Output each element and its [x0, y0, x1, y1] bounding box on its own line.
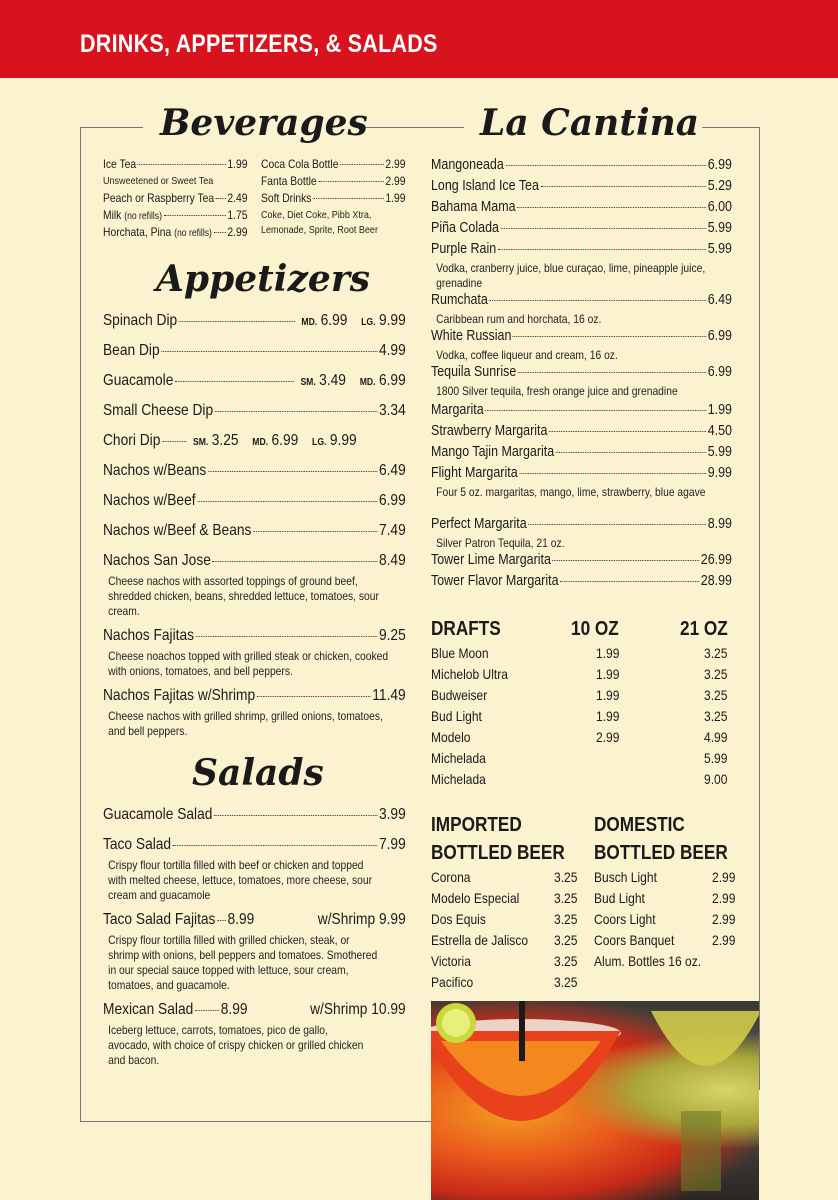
menu-item: [431, 220, 732, 241]
item-name: Peach or Raspberry Tea: [103, 191, 215, 205]
beverages-right: [261, 157, 406, 238]
beer-name: Modelo: [431, 728, 471, 745]
item-name: Strawberry Margarita: [431, 423, 548, 439]
item-price: 4.50: [707, 423, 732, 439]
dot-leader: [216, 198, 226, 199]
dot-leader: [161, 351, 377, 352]
beer-price: 3.25: [553, 931, 578, 948]
item-price: 6.99: [707, 157, 732, 173]
draft-row: [431, 663, 736, 684]
item-price: 8.99: [220, 1001, 248, 1018]
menu-item: [103, 462, 406, 492]
menu-item: [103, 522, 406, 552]
beer-price: 3.25: [553, 910, 578, 927]
price-21oz: 3.25: [704, 644, 728, 661]
item-name: Mexican Salad: [103, 1001, 194, 1018]
drafts-header: [431, 616, 736, 642]
price-10oz: 1.99: [596, 665, 620, 682]
item-description: Crispy flour tortilla filled with grilled chicken, steak, or shrimp with onions, bell peppers and tomatoes. Smothered in our special sauce topped with lettuce, sour cream, tomatoes, and guacamole.: [108, 933, 378, 992]
beer-name: Corona: [431, 868, 471, 885]
item-price: 7.99: [378, 836, 406, 853]
item-price: 7.49: [378, 522, 406, 539]
domestic-rows: [594, 866, 739, 950]
beer-price: 2.99: [711, 868, 736, 885]
item-name: Tower Lime Margarita: [431, 552, 551, 568]
item-price: 1.99: [227, 157, 248, 171]
dot-leader: [340, 164, 384, 165]
item-name: White Russian: [431, 328, 512, 344]
item-name: Chori Dip: [103, 432, 161, 449]
beer-name: Michelada: [431, 749, 486, 766]
dot-leader: [138, 164, 226, 165]
dot-leader: [549, 431, 706, 432]
item-price: 11.49: [372, 687, 406, 704]
dot-leader: [173, 845, 377, 846]
menu-item: [431, 157, 732, 178]
item-name: Tequila Sunrise: [431, 364, 517, 380]
beverage-item: [103, 157, 247, 174]
price-21oz: 3.25: [704, 665, 728, 682]
item-extra-price: w/Shrimp 10.99: [310, 1001, 406, 1018]
item-price: 2.99: [227, 225, 248, 239]
item-price: 6.00: [707, 199, 732, 215]
item-price: 1.75: [227, 208, 248, 222]
dot-leader: [164, 215, 226, 216]
menu-item: [431, 199, 732, 220]
item-name: Fanta Bottle: [261, 174, 317, 188]
dot-leader: [196, 636, 377, 637]
beer-name: Pacifico: [431, 973, 474, 990]
beer-name: Coors Banquet: [594, 931, 675, 948]
draft-row: [431, 747, 736, 768]
item-price: 1.99: [707, 402, 732, 418]
bottled-beer-row: [594, 908, 739, 929]
menu-item: [103, 372, 406, 402]
item-price: 3.49: [319, 372, 346, 389]
menu-item: [431, 552, 732, 573]
beer-price: 3.25: [553, 868, 578, 885]
item-description: Iceberg lettuce, carrots, tomatoes, pico de gallo, avocado, with choice of crispy chicken or grilled chicken and bacon.: [108, 1023, 364, 1067]
item-name: Perfect Margarita: [431, 516, 527, 532]
size-label: MD.: [252, 437, 269, 448]
item-name: Small Cheese Dip: [103, 402, 214, 419]
item-name: Purple Rain: [431, 241, 497, 257]
item-name: Mango Tajin Margarita: [431, 444, 555, 460]
page-title: DRINKS, APPETIZERS, & SALADS: [80, 30, 438, 58]
dot-leader: [519, 473, 706, 474]
menu-item: [103, 1001, 406, 1023]
dot-leader: [162, 441, 186, 442]
dot-leader: [513, 336, 706, 337]
margarita-photo: [431, 1001, 759, 1200]
item-price: 8.99: [227, 911, 255, 928]
drafts-table: [431, 616, 736, 789]
beer-name: Modelo Especial: [431, 889, 520, 906]
item-price: 6.99: [707, 328, 732, 344]
item-name: Taco Salad: [103, 836, 172, 853]
item-price: 9.99: [707, 465, 732, 481]
menu-item: [103, 432, 406, 462]
dot-leader: [485, 410, 706, 411]
item-name: Guacamole Salad: [103, 806, 213, 823]
item-description: Vodka, coffee liqueur and cream, 16 oz.: [436, 348, 618, 362]
item-name: Milk: [103, 208, 122, 222]
beverages-left: [103, 157, 248, 242]
item-note: (no refills): [174, 228, 212, 239]
beer-price: 3.25: [553, 889, 578, 906]
beer-price: 2.99: [711, 931, 736, 948]
item-price: 2.99: [385, 157, 406, 171]
item-note: (no refills): [124, 211, 162, 222]
bottled-beer-row: [431, 950, 581, 971]
item-name: Nachos Fajitas w/Shrimp: [103, 687, 256, 704]
beverage-item: [103, 191, 247, 208]
dot-leader: [208, 471, 377, 472]
menu-item: [103, 492, 406, 522]
item-price: 3.25: [211, 432, 239, 449]
item-price: 5.99: [707, 444, 732, 460]
dot-leader: [501, 228, 706, 229]
bottled-beer-row: [431, 929, 581, 950]
beverage-item: [261, 157, 405, 174]
beverage-item: [261, 191, 405, 208]
drafts-col-21oz: 21 OZ: [680, 617, 729, 640]
item-price: 6.49: [378, 462, 406, 479]
item-name: Soft Drinks: [261, 191, 312, 205]
menu-item: [431, 516, 732, 536]
item-description: Cheese nachos with assorted toppings of ground beef, shredded chicken, beans, shredded lettuce, tomatoes, sour cream.: [108, 574, 379, 618]
price-21oz: 3.25: [704, 686, 728, 703]
beer-name: Michelob Ultra: [431, 665, 508, 682]
draft-row: [431, 768, 736, 789]
beverage-item: [103, 208, 247, 225]
price-10oz: 1.99: [596, 644, 620, 661]
bottled-beer-row: [431, 887, 581, 908]
beer-name: Victoria: [431, 952, 471, 969]
dot-leader: [553, 560, 699, 561]
item-price: 3.99: [378, 806, 406, 823]
domestic-note: Alum. Bottles 16 oz.: [594, 952, 702, 969]
dot-leader: [518, 372, 706, 373]
beer-name: Estrella de Jalisco: [431, 931, 529, 948]
drafts-heading: DRAFTS: [431, 617, 501, 640]
bottled-beer-row: [594, 866, 739, 887]
imported-rows: [431, 866, 581, 992]
item-name: Nachos w/Beef & Beans: [103, 522, 252, 539]
domestic-heading: DOMESTIC: [594, 814, 685, 836]
menu-item: [103, 806, 406, 836]
item-price: 6.99: [378, 492, 406, 509]
item-price: 5.99: [707, 220, 732, 236]
item-name: Tower Flavor Margarita: [431, 573, 559, 589]
dot-leader: [197, 501, 377, 502]
dot-leader: [560, 581, 699, 582]
item-name: Nachos w/Beans: [103, 462, 207, 479]
beer-name: Busch Light: [594, 868, 657, 885]
cantina-list: [431, 157, 732, 594]
item-description: Caribbean rum and horchata, 16 oz.: [436, 312, 602, 326]
item-name: Guacamole: [103, 372, 174, 389]
dot-leader: [517, 207, 706, 208]
menu-item: [103, 687, 406, 709]
menu-item: [431, 423, 732, 444]
beer-name: Bud Light: [431, 707, 482, 724]
item-name: Margarita: [431, 402, 484, 418]
dot-leader: [195, 1010, 219, 1011]
item-name: Coca Cola Bottle: [261, 157, 339, 171]
item-price: 2.49: [227, 191, 248, 205]
beer-name: Bud Light: [594, 889, 645, 906]
dot-leader: [528, 524, 706, 525]
item-price: 9.99: [378, 312, 406, 329]
beer-price: 2.99: [711, 910, 736, 927]
menu-item: [431, 241, 732, 261]
item-name: Bean Dip: [103, 342, 160, 359]
bottled-beer-row: [431, 908, 581, 929]
item-description: Four 5 oz. margaritas, mango, lime, strawberry, blue agave: [436, 485, 706, 499]
size-label: SM.: [300, 377, 316, 388]
menu-item: [431, 465, 732, 485]
item-price: 4.99: [378, 342, 406, 359]
cantina-heading: La Cantina: [480, 102, 700, 144]
item-name: Rumchata: [431, 292, 488, 308]
price-21oz: 3.25: [704, 707, 728, 724]
item-name: Spinach Dip: [103, 312, 178, 329]
item-name: Flight Margarita: [431, 465, 518, 481]
item-price: 5.99: [707, 241, 732, 257]
beverage-item: [103, 225, 247, 242]
price-21oz: 9.00: [704, 770, 728, 787]
size-label: MD.: [359, 377, 376, 388]
menu-item: [103, 552, 406, 574]
item-name: Horchata, Pina: [103, 225, 172, 239]
item-description: Cheese noachos topped with grilled steak or chicken, cooked with onions, tomatoes, and bell peppers.: [108, 649, 389, 678]
dot-leader: [490, 300, 706, 301]
dot-leader: [213, 561, 378, 562]
item-description: Unsweetened or Sweet Tea: [103, 175, 214, 187]
price-10oz: 1.99: [596, 686, 620, 703]
item-price: 8.99: [707, 516, 732, 532]
item-name: Ice Tea: [103, 157, 137, 171]
imported-heading: IMPORTED: [431, 814, 522, 836]
item-price: 9.25: [378, 627, 406, 644]
menu-item: [431, 364, 732, 384]
item-price: 6.99: [707, 364, 732, 380]
dot-leader: [217, 920, 226, 921]
dot-leader: [556, 452, 706, 453]
menu-item: [103, 627, 406, 649]
menu-item: [103, 402, 406, 432]
item-price: 3.34: [378, 402, 406, 419]
dot-leader: [215, 411, 377, 412]
bottled-beer-row: [594, 887, 739, 908]
item-name: Mangoneada: [431, 157, 504, 173]
bottled-beer-row: [594, 929, 739, 950]
beer-price: 3.25: [553, 952, 578, 969]
draft-row: [431, 705, 736, 726]
menu-item: [431, 328, 732, 348]
header-bar: [0, 0, 838, 78]
item-description: Coke, Diet Coke, Pibb Xtra, Lemonade, Sprite, Root Beer: [261, 209, 378, 236]
appetizers-list: [103, 312, 406, 739]
dot-leader: [214, 815, 377, 816]
imported-subheading: BOTTLED BEER: [431, 842, 565, 864]
margarita-illustration: [431, 1001, 759, 1200]
size-label: SM.: [193, 437, 209, 448]
item-price: 5.29: [707, 178, 732, 194]
item-price: 6.99: [271, 432, 299, 449]
beer-price: 2.99: [711, 889, 736, 906]
domestic-beer: [594, 810, 739, 971]
beverages-heading: Beverages: [160, 102, 368, 144]
item-price: 8.49: [378, 552, 406, 569]
dot-leader: [498, 249, 706, 250]
item-price: 6.49: [707, 292, 732, 308]
dot-leader: [506, 165, 706, 166]
menu-item: [103, 312, 406, 342]
price-21oz: 5.99: [704, 749, 728, 766]
size-label: MD.: [301, 317, 318, 328]
price-10oz: 2.99: [596, 728, 620, 745]
item-price: 1.99: [385, 191, 406, 205]
item-name: Piña Colada: [431, 220, 499, 236]
item-name: Bahama Mama: [431, 199, 516, 215]
beverage-item: [261, 174, 405, 191]
item-price: 2.99: [385, 174, 406, 188]
item-name: Nachos Fajitas: [103, 627, 195, 644]
dot-leader: [179, 321, 295, 322]
salads-heading: Salads: [192, 752, 324, 794]
appetizers-heading: Appetizers: [156, 258, 371, 300]
item-price: 6.99: [320, 312, 348, 329]
item-price: 28.99: [700, 573, 732, 589]
domestic-subheading: BOTTLED BEER: [594, 842, 728, 864]
bottled-beer-row: [431, 866, 581, 887]
price-21oz: 4.99: [704, 728, 728, 745]
draft-row: [431, 642, 736, 663]
dot-leader: [313, 198, 383, 199]
menu-item: [431, 178, 732, 199]
imported-beer: [431, 810, 581, 992]
beer-name: Dos Equis: [431, 910, 486, 927]
dot-leader: [318, 181, 383, 182]
item-description: Silver Patron Tequila, 21 oz.: [436, 536, 565, 550]
dot-leader: [214, 232, 226, 233]
menu-item: [431, 573, 732, 594]
beer-price: 3.25: [553, 973, 578, 990]
item-price: 6.99: [378, 372, 406, 389]
beer-name: Budweiser: [431, 686, 488, 703]
menu-item: [103, 836, 406, 858]
dot-leader: [175, 381, 293, 382]
size-label: LG.: [361, 317, 376, 328]
item-name: Long Island Ice Tea: [431, 178, 539, 194]
dot-leader: [253, 531, 377, 532]
bottled-beer-row: [431, 971, 581, 992]
menu-item: [431, 402, 732, 423]
beer-name: Coors Light: [594, 910, 656, 927]
item-description: Crispy flour tortilla filled with beef or chicken and topped with melted cheese, lettuce, tomatoes, more cheese, sour cream and guacamole: [108, 858, 373, 902]
item-description: Cheese nachos with grilled shrimp, grilled onions, tomatoes, and bell peppers.: [108, 709, 383, 738]
beer-name: Michelada: [431, 770, 486, 787]
menu-item: [431, 292, 732, 312]
dot-leader: [541, 186, 706, 187]
drafts-rows: [431, 642, 736, 789]
dot-leader: [257, 696, 371, 697]
item-description: 1800 Silver tequila, fresh orange juice and grenadine: [436, 384, 678, 398]
item-name: Nachos San Jose: [103, 552, 211, 569]
beer-name: Blue Moon: [431, 644, 489, 661]
item-name: Nachos w/Beef: [103, 492, 196, 509]
draft-row: [431, 726, 736, 747]
item-price: 26.99: [700, 552, 732, 568]
menu-item: [103, 911, 406, 933]
item-name: Taco Salad Fajitas: [103, 911, 216, 928]
salads-list: [103, 806, 406, 1068]
menu-item: [431, 444, 732, 465]
item-extra-price: w/Shrimp 9.99: [317, 911, 406, 928]
draft-row: [431, 684, 736, 705]
price-10oz: 1.99: [596, 707, 620, 724]
size-label: LG.: [312, 437, 327, 448]
item-price: 9.99: [329, 432, 357, 449]
drafts-col-10oz: 10 OZ: [571, 617, 619, 640]
menu-item: [103, 342, 406, 372]
item-description: Vodka, cranberry juice, blue curaçao, lime, pineapple juice, grenadine: [436, 261, 706, 290]
